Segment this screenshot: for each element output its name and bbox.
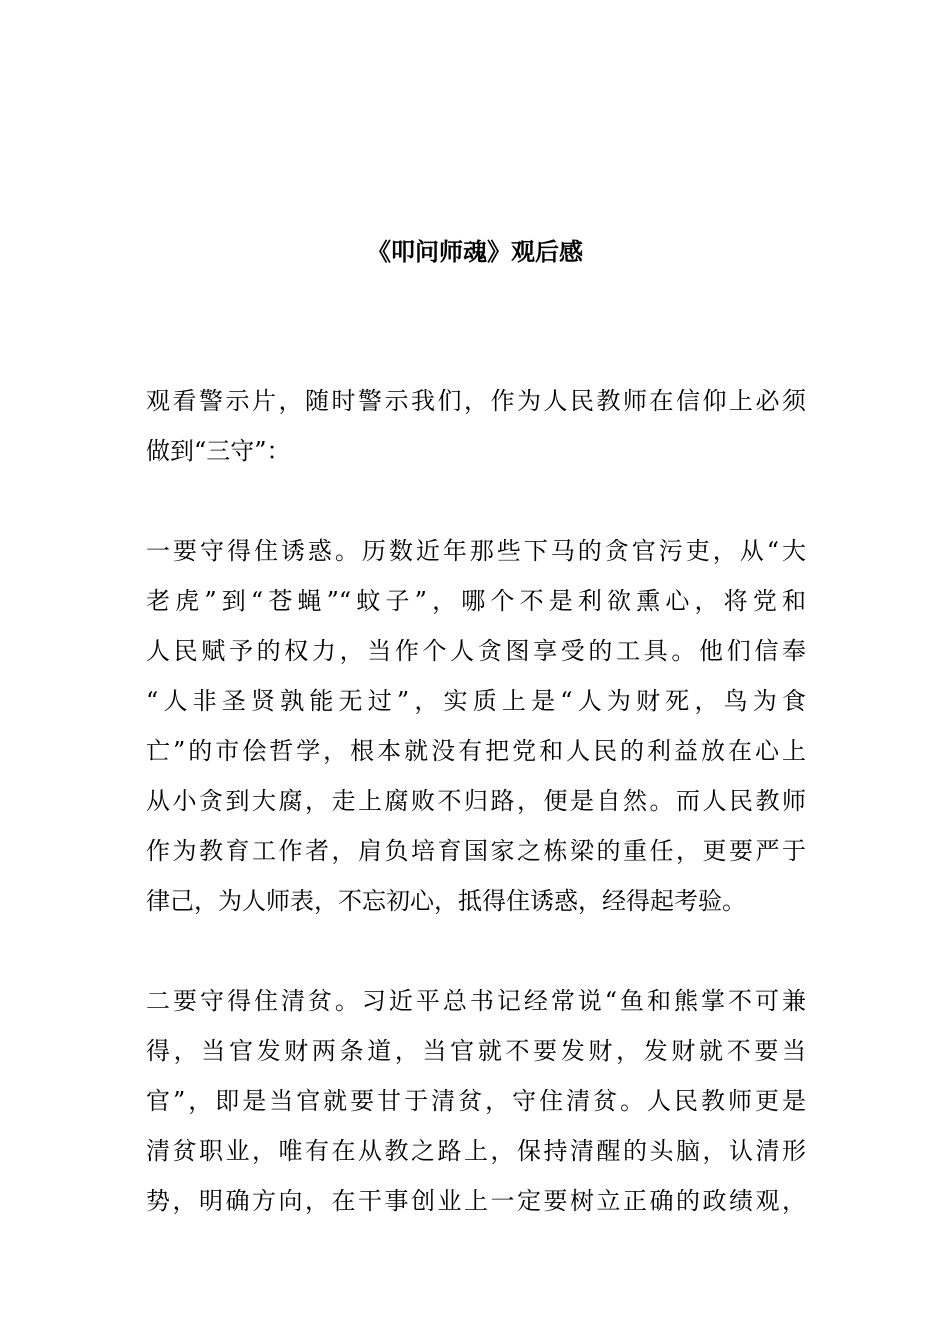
paragraph-line: 律己，为人师表，不忘初心，抵得住诱惑，经得起考验。 — [146, 887, 746, 915]
paragraph-line: 势，明确方向，在干事创业上一定要树立正确的政绩观， — [146, 1187, 806, 1215]
paragraph-line: 官”，即是当官就要甘于清贫，守住清贫。人民教师更是 — [146, 1087, 806, 1115]
paragraph-line: 作为教育工作者，肩负培育国家之栋梁的重任，更要严于 — [146, 837, 806, 865]
paragraph-keep-poverty — [146, 976, 806, 1226]
paragraph-intro — [146, 376, 806, 476]
paragraph-line: 老虎”到“苍蝇”“蚊子”，哪个不是利欲熏心，将党和 — [146, 587, 806, 615]
document-title: 《叩问师魂》观后感 — [367, 237, 583, 266]
paragraph-resist-temptation — [146, 526, 806, 926]
paragraph-line: “人非圣贤孰能无过”，实质上是“人为财死，鸟为食 — [146, 687, 806, 715]
paragraph-line: 观看警示片，随时警示我们，作为人民教师在信仰上必须 — [146, 387, 806, 415]
paragraph-line: 二要守得住清贫。习近平总书记经常说“鱼和熊掌不可兼 — [146, 987, 806, 1015]
paragraph-line: 做到“三守”： — [146, 437, 291, 465]
paragraph-line: 亡”的市侩哲学，根本就没有把党和人民的利益放在心上 — [146, 737, 806, 765]
paragraph-line: 一要守得住诱惑。历数近年那些下马的贪官污吏，从“大 — [146, 537, 806, 565]
paragraph-line: 人民赋予的权力，当作个人贪图享受的工具。他们信奉 — [146, 637, 806, 665]
paragraph-line: 清贫职业，唯有在从教之路上，保持清醒的头脑，认清形 — [146, 1137, 806, 1165]
paragraph-line: 得，当官发财两条道，当官就不要发财，发财就不要当 — [146, 1037, 806, 1065]
paragraph-line: 从小贪到大腐，走上腐败不归路，便是自然。而人民教师 — [146, 787, 806, 815]
